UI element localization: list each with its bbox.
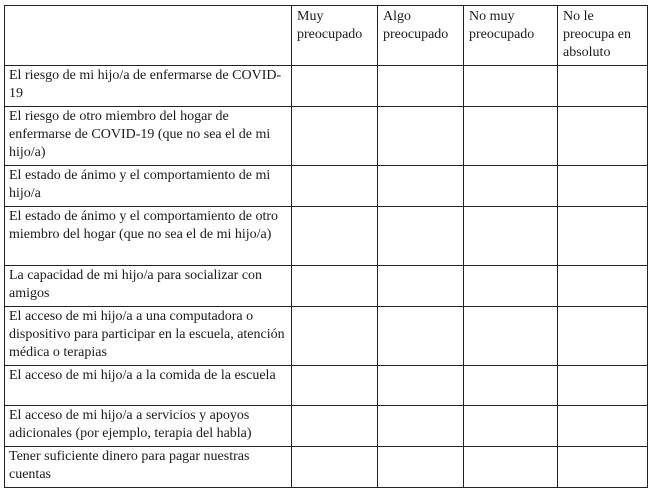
row-label: El estado de ánimo y el comportamiento de otro miembro del hogar (que no sea el de mi hijo/a) xyxy=(5,207,292,266)
answer-cell-not-very-worried[interactable] xyxy=(464,166,558,207)
row-label: El acceso de mi hijo/a a la comida de la escuela xyxy=(5,366,292,406)
answer-cell-somewhat-worried[interactable] xyxy=(378,406,464,447)
answer-cell-not-very-worried[interactable] xyxy=(464,366,558,406)
answer-cell-very-worried[interactable] xyxy=(292,447,378,488)
answer-cell-not-very-worried[interactable] xyxy=(464,66,558,107)
row-label: El riesgo de otro miembro del hogar de enfermarse de COVID-19 (que no sea el de mi hijo/a) xyxy=(5,107,292,166)
answer-cell-not-very-worried[interactable] xyxy=(464,406,558,447)
row-label: El riesgo de mi hijo/a de enfermarse de COVID-19 xyxy=(5,66,292,107)
answer-cell-very-worried[interactable] xyxy=(292,207,378,266)
answer-cell-somewhat-worried[interactable] xyxy=(378,107,464,166)
answer-cell-not-very-worried[interactable] xyxy=(464,207,558,266)
answer-cell-very-worried[interactable] xyxy=(292,107,378,166)
table-row xyxy=(5,447,648,488)
answer-cell-not-worried-at-all[interactable] xyxy=(558,207,648,266)
answer-cell-not-very-worried[interactable] xyxy=(464,266,558,307)
table-row xyxy=(5,366,648,406)
answer-cell-very-worried[interactable] xyxy=(292,406,378,447)
answer-cell-not-very-worried[interactable] xyxy=(464,107,558,166)
header-somewhat-worried: Algo preocupado xyxy=(378,6,464,66)
header-row xyxy=(5,6,648,66)
answer-cell-not-worried-at-all[interactable] xyxy=(558,66,648,107)
answer-cell-very-worried[interactable] xyxy=(292,366,378,406)
row-label: El acceso de mi hijo/a a una computadora o dispositivo para participar en la escuela, atención médica o terapias xyxy=(5,307,292,366)
header-not-very-worried: No muy preocupado xyxy=(464,6,558,66)
table-row xyxy=(5,66,648,107)
answer-cell-very-worried[interactable] xyxy=(292,266,378,307)
answer-cell-very-worried[interactable] xyxy=(292,66,378,107)
table-row xyxy=(5,266,648,307)
answer-cell-somewhat-worried[interactable] xyxy=(378,166,464,207)
answer-cell-not-worried-at-all[interactable] xyxy=(558,266,648,307)
answer-cell-not-worried-at-all[interactable] xyxy=(558,406,648,447)
answer-cell-not-worried-at-all[interactable] xyxy=(558,307,648,366)
header-very-worried: Muy preocupado xyxy=(292,6,378,66)
answer-cell-somewhat-worried[interactable] xyxy=(378,366,464,406)
answer-cell-somewhat-worried[interactable] xyxy=(378,447,464,488)
answer-cell-very-worried[interactable] xyxy=(292,166,378,207)
answer-cell-somewhat-worried[interactable] xyxy=(378,307,464,366)
concern-survey-table xyxy=(4,5,648,488)
table-row xyxy=(5,307,648,366)
header-corner-cell xyxy=(5,6,292,66)
table-row xyxy=(5,166,648,207)
answer-cell-somewhat-worried[interactable] xyxy=(378,66,464,107)
answer-cell-not-worried-at-all[interactable] xyxy=(558,366,648,406)
answer-cell-not-worried-at-all[interactable] xyxy=(558,447,648,488)
row-label: La capacidad de mi hijo/a para socializar con amigos xyxy=(5,266,292,307)
answer-cell-not-worried-at-all[interactable] xyxy=(558,166,648,207)
table-row xyxy=(5,406,648,447)
answer-cell-not-very-worried[interactable] xyxy=(464,307,558,366)
header-not-worried-at-all: No le preocupa en absoluto xyxy=(558,6,648,66)
row-label: El acceso de mi hijo/a a servicios y apoyos adicionales (por ejemplo, terapia del habla) xyxy=(5,406,292,447)
answer-cell-somewhat-worried[interactable] xyxy=(378,207,464,266)
answer-cell-not-very-worried[interactable] xyxy=(464,447,558,488)
row-label: Tener suficiente dinero para pagar nuestras cuentas xyxy=(5,447,292,488)
row-label: El estado de ánimo y el comportamiento de mi hijo/a xyxy=(5,166,292,207)
answer-cell-somewhat-worried[interactable] xyxy=(378,266,464,307)
table-row xyxy=(5,107,648,166)
answer-cell-very-worried[interactable] xyxy=(292,307,378,366)
table-row xyxy=(5,207,648,266)
answer-cell-not-worried-at-all[interactable] xyxy=(558,107,648,166)
